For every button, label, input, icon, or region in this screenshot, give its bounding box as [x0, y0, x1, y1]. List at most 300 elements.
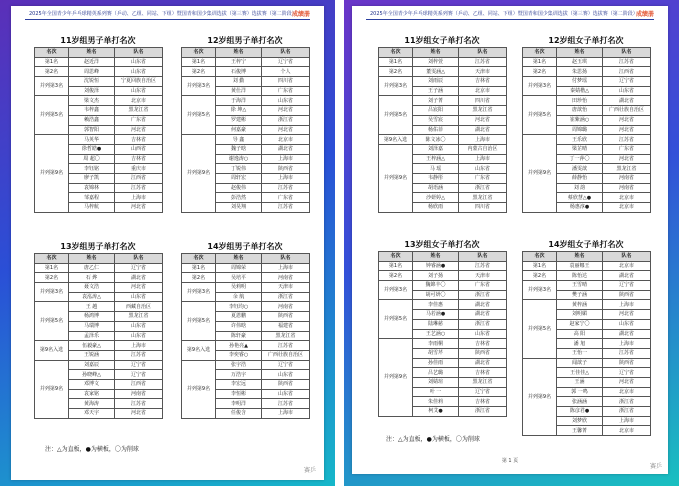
team-cell: 黑龙江省 [459, 106, 507, 116]
team-cell: 江苏省 [603, 57, 651, 67]
table-header-row [182, 48, 310, 58]
player-name-cell: 王 越 [69, 302, 115, 312]
team-cell: 北京市 [603, 193, 651, 203]
table-row [35, 341, 163, 351]
player-name-cell: 刘昊翔 [216, 203, 262, 213]
player-name-cell: 黄梓涵 [557, 300, 603, 310]
table-header-row [523, 252, 651, 262]
team-cell: 北京市 [115, 96, 163, 106]
team-cell: 广西壮族自治区 [603, 106, 651, 116]
column-header: 队名 [262, 48, 310, 58]
player-name-cell: 刘泽嘉 [413, 144, 459, 154]
player-name-cell: 闻歆子 [557, 358, 603, 368]
team-cell: 黑龙江省 [459, 193, 507, 203]
rank-cell: 第2名 [182, 273, 216, 283]
team-cell: 吉林省 [459, 339, 507, 349]
rank-cell: 并列第5名 [379, 96, 413, 135]
player-name-cell: 周锦荣 [216, 263, 262, 273]
team-cell: 吉林省 [459, 77, 507, 87]
team-cell: 河北省 [603, 377, 651, 387]
player-name-cell: 魏锦丰〇 [413, 281, 459, 291]
rank-cell: 第1名 [523, 261, 557, 271]
player-name-cell: 周思峰 [69, 67, 115, 77]
player-name-cell: 王艺涵○ [413, 329, 459, 339]
team-cell: 湖北省 [115, 273, 163, 283]
player-name-cell: 周轩宏 [216, 173, 262, 183]
team-cell: 天津市 [262, 283, 310, 293]
column-header: 队名 [459, 252, 507, 262]
table-header-row [35, 254, 163, 264]
player-name-cell: 郭 一鸣 [557, 387, 603, 397]
table-row [523, 67, 651, 77]
team-cell: 河北省 [603, 310, 651, 320]
team-cell: 上海市 [262, 173, 310, 183]
player-name-cell: 杨佑菲 [413, 125, 459, 135]
rank-cell: 并列第3名 [35, 77, 69, 96]
team-cell: 湖北省 [262, 144, 310, 154]
player-name-cell: 吴培平 [216, 273, 262, 283]
player-name-cell: 万浩宇 [216, 370, 262, 380]
team-cell: 陕西省 [459, 348, 507, 358]
team-cell: 北京市 [603, 203, 651, 213]
player-name-cell: 刘子菁 [413, 96, 459, 106]
player-name-cell: 王子涵 [413, 86, 459, 96]
team-cell: 吉林省 [115, 135, 163, 145]
player-name-cell: 薛静怡 [557, 173, 603, 183]
team-cell: 黑龙江省 [115, 106, 163, 116]
player-name-cell: 罗建彬 [216, 115, 262, 125]
player-name-cell: 黄海涛 [69, 399, 115, 409]
player-name-cell: 王佳佳△ [557, 368, 603, 378]
table-row [35, 273, 163, 283]
group-boys-12 [181, 35, 309, 213]
player-name-cell: 赵近洋 [69, 57, 115, 67]
ranking-table [378, 47, 507, 213]
column-header: 队名 [603, 252, 651, 262]
player-name-cell: 孙晓峰△ [69, 370, 115, 380]
team-cell: 广东省 [459, 173, 507, 183]
team-cell: 河北省 [115, 125, 163, 135]
player-name-cell: 陈怡达 [557, 271, 603, 281]
table-row [379, 300, 507, 310]
player-name-cell: 赵玉琪 [557, 57, 603, 67]
table-row [379, 77, 507, 87]
player-name-cell: 王梓涵△ [413, 154, 459, 164]
player-name-cell: 李奕睿○ [216, 350, 262, 360]
team-cell: 湖北省 [603, 329, 651, 339]
rank-cell: 并列第3名 [379, 77, 413, 96]
team-cell: 湖北省 [603, 96, 651, 106]
player-name-cell: 孟泽乐 [69, 331, 115, 341]
team-cell: 天津市 [459, 271, 507, 281]
player-name-cell: 秦婧楷△ [557, 86, 603, 96]
player-name-cell: 徐 坤△ [216, 106, 262, 116]
player-name-cell: 李佳惠 [413, 300, 459, 310]
column-header: 姓名 [557, 48, 603, 58]
team-cell: 上海市 [603, 300, 651, 310]
player-name-cell: 郭智阳 [69, 125, 115, 135]
team-cell: 河北省 [115, 409, 163, 419]
team-cell: 山东省 [115, 331, 163, 341]
player-name-cell: 王馨菁 [557, 426, 603, 436]
team-cell: 广东省 [603, 144, 651, 154]
column-header: 姓名 [216, 48, 262, 58]
team-cell: 江苏省 [262, 183, 310, 193]
rank-cell: 并列第5名 [523, 96, 557, 135]
player-name-cell: 刘 韵 [557, 183, 603, 193]
player-name-cell: 袁家铭 [69, 389, 115, 399]
player-name-cell: 朱思扬 [557, 67, 603, 77]
rank-cell: 第2名 [35, 67, 69, 77]
table-row [379, 144, 507, 154]
column-header: 队名 [603, 48, 651, 58]
player-name-cell: 王怡一 [557, 348, 603, 358]
player-name-cell: 任俊含 [216, 409, 262, 419]
team-cell: 山西省 [115, 144, 163, 154]
player-name-cell: 许伟晗 [216, 321, 262, 331]
player-name-cell: 廖子凯 [69, 173, 115, 183]
team-cell: 内蒙古自治区 [459, 144, 507, 154]
ranking-table [34, 47, 163, 213]
table-row [379, 57, 507, 67]
team-cell: 江苏省 [459, 261, 507, 271]
team-cell: 山东省 [115, 57, 163, 67]
team-cell: 浙江省 [262, 115, 310, 125]
player-name-cell: 刘雨辰 [413, 77, 459, 87]
column-header: 名次 [35, 48, 69, 58]
player-name-cell: 张宇浩 [216, 360, 262, 370]
player-name-cell: 彭浩然 [216, 193, 262, 203]
watermark: 赛乒 [649, 463, 662, 470]
player-name-cell: 赖浩鑫 [69, 115, 115, 125]
rank-cell: 第1名 [35, 263, 69, 273]
team-cell: 吉林省 [115, 154, 163, 164]
player-name-cell: 刘 勤 [216, 77, 262, 87]
team-cell: 浙江省 [459, 183, 507, 193]
team-cell: 江苏省 [603, 135, 651, 145]
player-name-cell: 袁泓涛△ [69, 292, 115, 302]
player-name-cell: 潘 旭 [557, 339, 603, 349]
rank-cell: 第9名入选 [35, 341, 69, 360]
rank-cell: 并列第3名 [523, 281, 557, 300]
player-name-cell: 王锐涵 [69, 350, 115, 360]
group-boys-13 [34, 241, 162, 419]
player-name-cell: 刘婧瑄 [413, 377, 459, 387]
team-cell: 浙江省 [262, 292, 310, 302]
rank-cell: 第2名 [523, 67, 557, 77]
player-name-cell: 吕艺璐 [413, 368, 459, 378]
table-row [379, 135, 507, 145]
player-name-cell: 马若涵● [413, 310, 459, 320]
player-name-cell: 石俊博 [216, 67, 262, 77]
player-name-cell: 付梦瑶 [557, 77, 603, 87]
rank-cell: 并列第9名 [182, 135, 216, 213]
rank-cell: 第1名 [182, 263, 216, 273]
player-name-cell: 蔡欣慧△● [557, 193, 603, 203]
rank-cell: 并列第9名 [379, 144, 413, 212]
team-cell: 湖北省 [459, 358, 507, 368]
table-row [379, 96, 507, 106]
rank-cell: 并列第5名 [182, 96, 216, 135]
team-cell: 陕西省 [262, 312, 310, 322]
team-cell: 辽宁省 [603, 368, 651, 378]
group-girls-14 [522, 239, 650, 436]
player-name-cell: 李恒彬 [216, 389, 262, 399]
team-cell: 上海市 [262, 409, 310, 419]
team-cell: 四川省 [262, 77, 310, 87]
player-name-cell: 潘雯歆 [557, 164, 603, 174]
table-row [523, 271, 651, 281]
rank-cell: 并列第3名 [35, 283, 69, 302]
ranking-table [34, 253, 163, 419]
team-cell: 浙江省 [459, 319, 507, 329]
player-name-cell: 谢逸涛○ [216, 154, 262, 164]
rank-cell: 并列第3名 [379, 281, 413, 300]
player-name-cell: 赵家宁〇 [557, 319, 603, 329]
team-cell: 江苏省 [262, 399, 310, 409]
player-name-cell: 孙佳雨 [413, 358, 459, 368]
player-name-cell: 赵俊伟 [216, 183, 262, 193]
table-row [182, 341, 310, 351]
team-cell: 河北省 [459, 115, 507, 125]
team-cell: 宁夏回族自治区 [115, 77, 163, 87]
player-name-cell: 丁锐伟 [216, 164, 262, 174]
logo: 成绩册 [635, 11, 654, 18]
team-cell: 西藏自治区 [115, 302, 163, 312]
player-name-cell: 马梓航 [69, 203, 115, 213]
rank-cell: 第9名入选 [379, 135, 413, 145]
column-header: 队名 [262, 254, 310, 264]
player-name-cell: 李明洋 [216, 399, 262, 409]
player-name-cell: 陈轩豪 [216, 331, 262, 341]
team-cell: 江苏省 [115, 350, 163, 360]
player-name-cell: 周 超〇 [69, 154, 115, 164]
team-cell: 北京市 [603, 387, 651, 397]
table-row [182, 77, 310, 87]
team-cell: 山东省 [603, 319, 651, 329]
player-name-cell: 黄仕洋 [216, 86, 262, 96]
table-row [35, 57, 163, 67]
team-cell: 黑龙江省 [262, 331, 310, 341]
legend-note: 注：△为直板，●为横板，〇为削球 [45, 446, 139, 453]
player-name-cell: 陈文冰〇 [413, 135, 459, 145]
team-cell: 陕西省 [603, 290, 651, 300]
table-header-row [379, 48, 507, 58]
player-name-cell: 马英华 [69, 135, 115, 145]
player-name-cell: 刘嘉辰 [69, 360, 115, 370]
team-cell: 山东省 [262, 370, 310, 380]
player-name-cell: 刘俊泽 [69, 86, 115, 96]
team-cell: 上海市 [459, 154, 507, 164]
player-name-cell: 吴莉明 [216, 283, 262, 293]
table-header-row [35, 48, 163, 58]
player-name-cell: 韦梓鑫 [69, 106, 115, 116]
legend-note: 注：△为直板，●为横板，〇为削球 [386, 436, 480, 443]
team-cell: 江苏省 [262, 203, 310, 213]
sheet-right [352, 6, 668, 474]
group-title: 12岁组女子单打名次 [548, 36, 624, 45]
group-girls-13 [378, 239, 506, 417]
ranking-table [522, 251, 651, 436]
player-name-cell: 樊子涵 [557, 290, 603, 300]
rank-cell: 第9名入选 [182, 341, 216, 360]
player-name-cell: 梁文杰 [69, 96, 115, 106]
team-cell: 辽宁省 [115, 263, 163, 273]
ranking-table [181, 47, 310, 213]
table-row [35, 360, 163, 370]
table-header-row [182, 254, 310, 264]
team-cell: 福建省 [262, 321, 310, 331]
table-header-row [523, 48, 651, 58]
team-cell: 北京市 [262, 135, 310, 145]
column-header: 姓名 [69, 254, 115, 264]
column-header: 名次 [523, 48, 557, 58]
team-cell: 山东省 [262, 389, 310, 399]
column-header: 姓名 [557, 252, 603, 262]
team-cell: 上海市 [262, 263, 310, 273]
team-cell: 山东省 [115, 292, 163, 302]
table-row [523, 358, 651, 368]
team-cell: 浙江省 [459, 290, 507, 300]
player-name-cell: 王涵 [557, 377, 603, 387]
team-cell: 上海市 [115, 193, 163, 203]
table-row [182, 360, 310, 370]
team-cell: 广东省 [459, 281, 507, 291]
player-name-cell: 刘梓萱 [413, 57, 459, 67]
column-header: 姓名 [216, 254, 262, 264]
rank-cell: 并列第9名 [379, 339, 413, 417]
player-name-cell: 马 瑶 [413, 164, 459, 174]
team-cell: 河北省 [262, 106, 310, 116]
team-cell: 辽宁省 [603, 77, 651, 87]
player-name-cell: 邓天宇 [69, 409, 115, 419]
team-cell: 浙江省 [603, 407, 651, 417]
team-cell: 辽宁省 [262, 57, 310, 67]
team-cell: 江西省 [603, 67, 651, 77]
rank-cell: 第2名 [523, 271, 557, 281]
team-cell: 河北省 [603, 154, 651, 164]
rank-cell: 并列第9名 [35, 135, 69, 213]
column-header: 名次 [379, 48, 413, 58]
team-cell: 湖北省 [459, 310, 507, 320]
player-name-cell: 梁芷晴 [557, 144, 603, 154]
team-cell: 广东省 [262, 86, 310, 96]
table-row [182, 302, 310, 312]
table-row [379, 339, 507, 349]
team-cell: 黑龙江省 [603, 164, 651, 174]
team-cell: 辽宁省 [459, 387, 507, 397]
rank-cell: 并列第5名 [35, 96, 69, 135]
player-name-cell: 聂文浩 [69, 283, 115, 293]
watermark: 赛乒 [303, 467, 316, 474]
player-name-cell: 杨欣雨 [413, 203, 459, 213]
table-row [523, 281, 651, 291]
player-name-cell: 陈彦君● [557, 407, 603, 417]
team-cell: 辽宁省 [115, 370, 163, 380]
team-cell: 陕西省 [603, 358, 651, 368]
team-cell: 吉林省 [459, 397, 507, 407]
player-name-cell: 魏子晗 [216, 144, 262, 154]
player-name-cell: 崔紫涵○ [557, 115, 603, 125]
team-cell: 河南省 [115, 389, 163, 399]
rank-cell: 第2名 [379, 67, 413, 77]
team-cell: 广东省 [115, 115, 163, 125]
table-row [35, 135, 163, 145]
team-cell: 山东省 [115, 86, 163, 96]
team-cell: 上海市 [262, 154, 310, 164]
team-cell: 辽宁省 [262, 360, 310, 370]
player-name-cell: 柯艾● [413, 407, 459, 417]
team-cell: 江西省 [115, 379, 163, 389]
team-cell: 个人 [262, 67, 310, 77]
column-header: 队名 [115, 48, 163, 58]
team-cell: 四川省 [459, 96, 507, 106]
rank-cell: 并列第5名 [379, 300, 413, 339]
table-row [182, 273, 310, 283]
player-name-cell: 邹嘉程 [69, 193, 115, 203]
rank-cell: 并列第3名 [182, 77, 216, 96]
player-name-cell: 唐乙仁 [69, 263, 115, 273]
team-cell: 广西壮族自治区 [262, 350, 310, 360]
column-header: 队名 [115, 254, 163, 264]
team-cell: 上海市 [459, 135, 507, 145]
player-name-cell: 李宏远 [216, 379, 262, 389]
column-header: 名次 [523, 252, 557, 262]
team-cell: 北京市 [603, 426, 651, 436]
team-cell: 山东省 [459, 164, 507, 174]
team-cell: 江苏省 [459, 57, 507, 67]
table-row [182, 67, 310, 77]
team-cell: 浙江省 [603, 397, 651, 407]
player-name-cell: 导 鑫 [216, 135, 262, 145]
group-title: 12岁组男子单打名次 [207, 36, 283, 45]
team-cell: 陕西省 [262, 164, 310, 174]
player-name-cell: 胡语涵 [413, 183, 459, 193]
team-cell: 四川省 [459, 203, 507, 213]
group-title: 11岁组女子单打名次 [404, 36, 480, 45]
rank-cell: 第1名 [379, 261, 413, 271]
player-name-cell: 田珍怡 [557, 96, 603, 106]
table-header-row [379, 252, 507, 262]
group-title: 14岁组女子单打名次 [548, 240, 624, 249]
player-name-cell: 沙妍婷△ [413, 193, 459, 203]
table-row [523, 77, 651, 87]
rank-cell: 并列第3名 [523, 77, 557, 96]
team-cell: 黑龙江省 [115, 312, 163, 322]
team-cell: 河北省 [262, 125, 310, 135]
rank-cell: 并列第5名 [523, 300, 557, 358]
player-name-cell: 马瑞博 [69, 321, 115, 331]
rank-cell: 第2名 [35, 273, 69, 283]
team-cell: 辽宁省 [603, 281, 651, 291]
player-name-cell: 李钰铭 [69, 164, 115, 174]
player-name-cell: 沈锐恒 [69, 77, 115, 87]
team-cell: 河南省 [603, 183, 651, 193]
group-title: 13岁组女子单打名次 [404, 240, 480, 249]
team-cell: 陕西省 [262, 379, 310, 389]
column-header: 名次 [182, 48, 216, 58]
team-cell: 山东省 [262, 96, 310, 106]
team-cell: 河北省 [603, 115, 651, 125]
player-name-cell: 徐哲皓● [69, 144, 115, 154]
rank-cell: 并列第9名 [523, 135, 557, 213]
team-cell: 江西省 [115, 173, 163, 183]
player-name-cell: 董雯涵△ [413, 67, 459, 77]
player-name-cell: 伍毅豪△ [69, 341, 115, 351]
table-row [523, 300, 651, 310]
rank-cell: 并列第5名 [35, 302, 69, 341]
table-row [182, 57, 310, 67]
